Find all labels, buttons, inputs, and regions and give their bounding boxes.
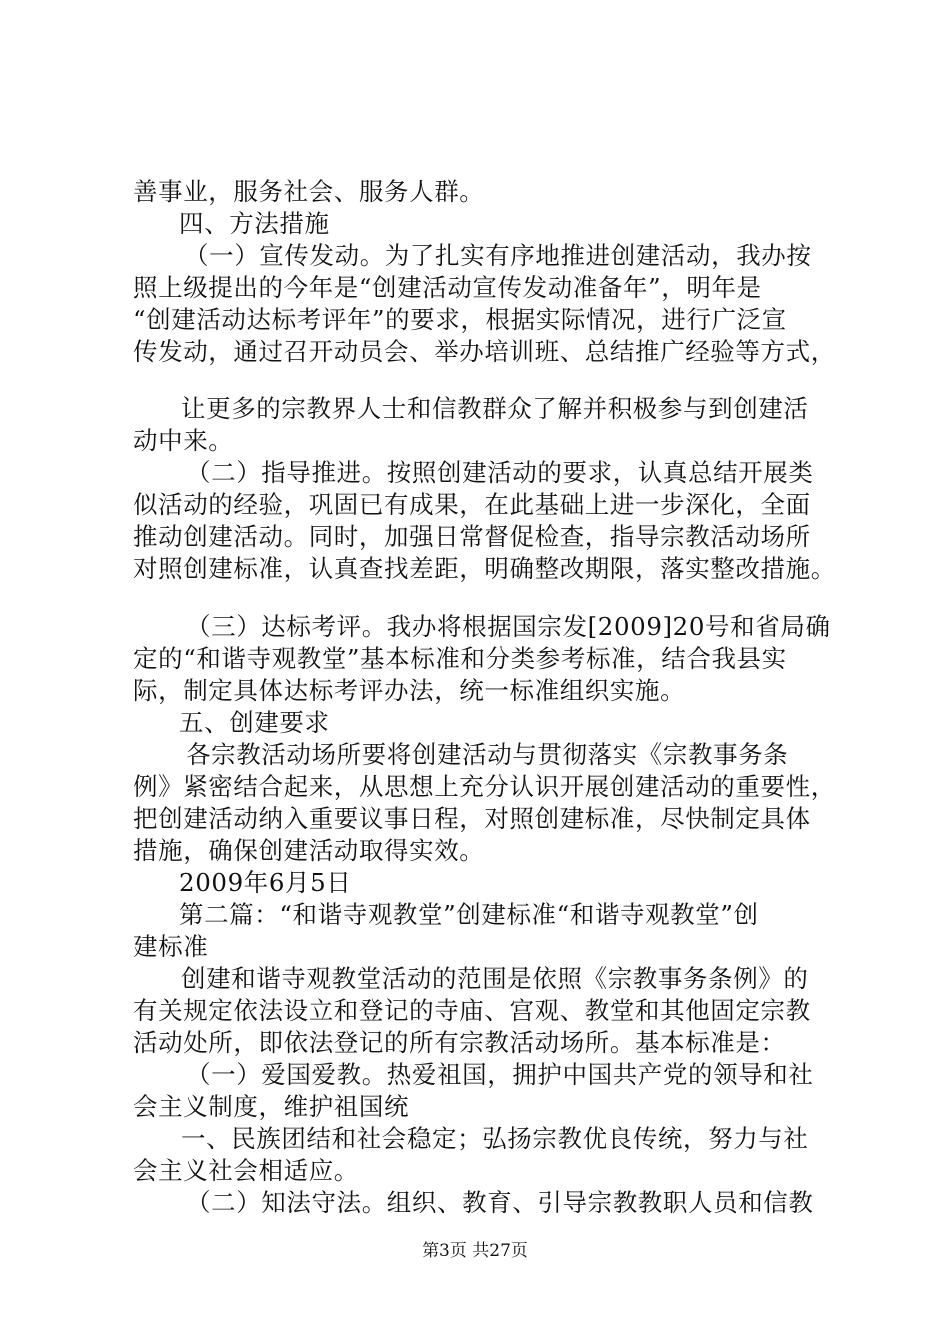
body-line: 推动创建活动。同时，加强日常督促检查，指导宗教活动场所: [133, 522, 811, 551]
body-line: （二）知法守法。组织、教育、引导宗教教职人员和信教: [186, 1188, 814, 1217]
section-heading: 四、方法措施: [179, 209, 330, 238]
body-line: 会主义制度，维护祖国统: [133, 1092, 410, 1121]
page-number-footer: 第3页 共27页: [422, 1241, 528, 1261]
body-line: （三）达标考评。我办将根据国宗发[2009]20号和省局确: [186, 612, 831, 641]
body-line: 似活动的经验，巩固已有成果，在此基础上进一步深化，全面: [133, 490, 811, 519]
chapter-title: 第二篇：“和谐寺观教堂”创建标准“和谐寺观教堂”创: [179, 900, 759, 929]
body-line: 有关规定依法设立和登记的寺庙、宫观、教堂和其他固定宗教: [133, 996, 811, 1025]
body-line: （一）爱国爱教。热爱祖国，拥护中国共产党的领导和社: [186, 1060, 814, 1089]
body-line: 定的“和谐寺观教堂”基本标准和分类参考标准，结合我县实: [133, 644, 787, 673]
body-line: “创建活动达标考评年”的要求，根据实际情况，进行广泛宣: [133, 305, 787, 334]
body-line: 创建和谐寺观教堂活动的范围是依照《宗教事务条例》的: [181, 964, 809, 993]
body-line: 善事业，服务社会、服务人群。: [133, 177, 485, 206]
body-line: （二）指导推进。按照创建活动的要求，认真总结开展类: [186, 458, 814, 487]
body-line: 会主义社会相适应。: [133, 1156, 359, 1185]
section-heading: 五、创建要求: [179, 708, 330, 737]
body-line: 活动处所，即依法登记的所有宗教活动场所。基本标准是：: [133, 1028, 786, 1057]
body-line: 各宗教活动场所要将创建活动与贯彻落实《宗教事务条: [186, 740, 789, 769]
body-line: （一）宣传发动。为了扎实有序地推进创建活动，我办按: [184, 241, 812, 270]
chapter-title-cont: 建标准: [133, 932, 209, 961]
body-line: 一、民族团结和社会稳定；弘扬宗教优良传统，努力与社: [181, 1124, 809, 1153]
body-line: 际，制定具体达标考评办法，统一标准组织实施。: [133, 676, 686, 705]
body-line: 动中来。: [133, 426, 234, 455]
body-line: 对照创建标准，认真查找差距，明确整改期限，落实整改措施。: [133, 554, 836, 583]
body-line: 传发动，通过召开动员会、举办培训班、总结推广经验等方式，: [133, 337, 836, 366]
date-line: 2009年6月5日: [179, 868, 352, 897]
body-line: 照上级提出的今年是“创建活动宣传发动准备年”，明年是: [133, 273, 762, 302]
body-line: 例》紧密结合起来，从思想上充分认识开展创建活动的重要性，: [133, 772, 836, 801]
body-line: 把创建活动纳入重要议事日程，对照创建标准，尽快制定具体: [133, 804, 811, 833]
body-line: 让更多的宗教界人士和信教群众了解并积极参与到创建活: [181, 394, 809, 423]
body-line: 措施，确保创建活动取得实效。: [133, 836, 485, 865]
